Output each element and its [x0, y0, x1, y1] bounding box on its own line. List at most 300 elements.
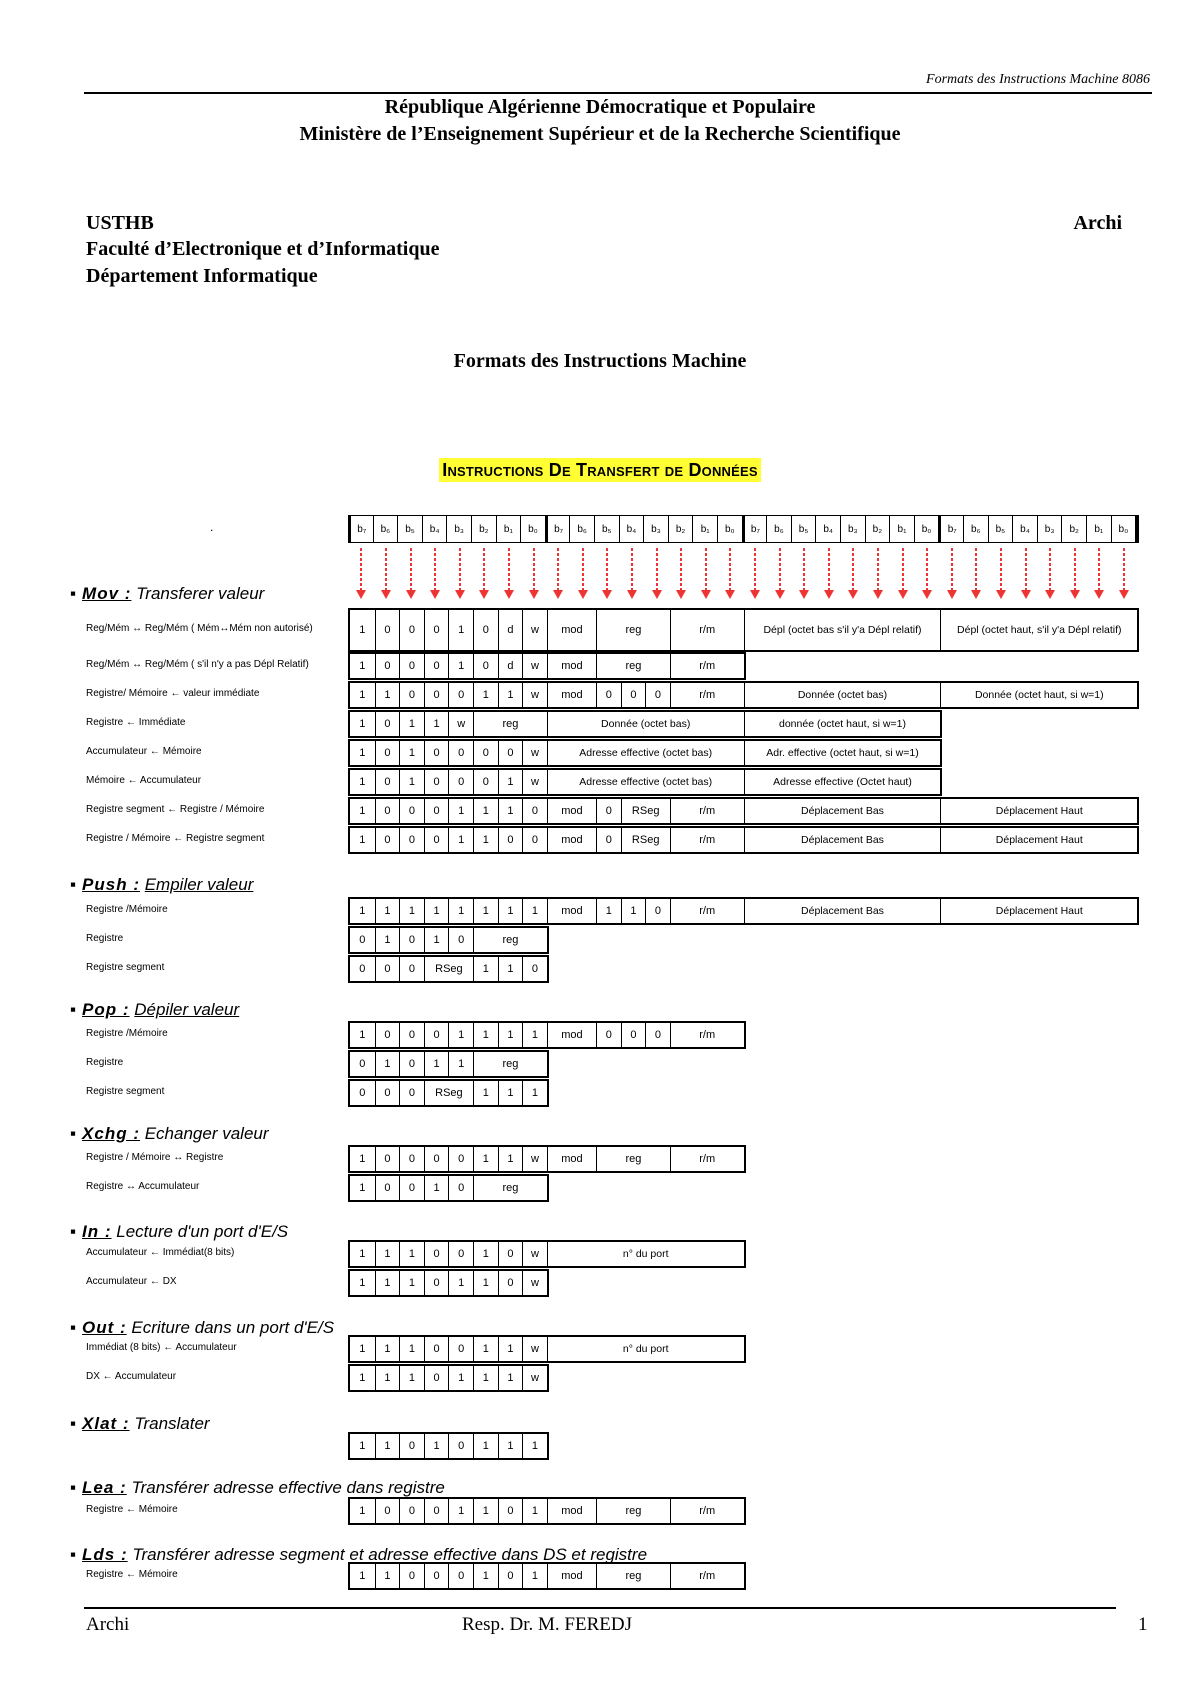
format-field: 0: [375, 799, 400, 823]
bit-header-cell: b₇: [938, 515, 964, 543]
format-field: w: [522, 1242, 547, 1266]
format-field: reg: [473, 928, 547, 952]
format-field: w: [522, 1366, 547, 1390]
format-field: 1: [473, 828, 498, 852]
format-field: 1: [498, 899, 523, 923]
format-field: 0: [399, 683, 424, 707]
format-field: 0: [473, 770, 498, 794]
format-field: 1: [424, 1052, 449, 1076]
format-field: 0: [473, 610, 498, 650]
down-arrow-head: [824, 590, 834, 599]
format-field: r/m: [670, 610, 744, 650]
down-arrow-head: [701, 590, 711, 599]
format-field: 1: [424, 899, 449, 923]
format-field: r/m: [670, 1023, 744, 1047]
format-field: 1: [375, 928, 400, 952]
republic-line: République Algérienne Démocratique et Populaire: [384, 96, 816, 118]
format-field: 0: [645, 683, 670, 707]
format-field: 0: [448, 683, 473, 707]
format-field: Déplacement Bas: [744, 899, 941, 923]
bit-header-cell: b₇: [742, 515, 768, 543]
format-field: reg: [473, 712, 547, 736]
bit-header-cell: b₀: [1111, 515, 1137, 543]
format-field: reg: [596, 654, 670, 678]
instruction-name: In :: [82, 1222, 112, 1241]
format-field: 1: [359, 1342, 366, 1355]
down-arrow-shaft: [1074, 548, 1076, 590]
bullet-icon: ▪: [70, 1545, 77, 1564]
format-field: 0: [424, 1499, 449, 1523]
format-field: reg: [473, 1176, 547, 1200]
format-field: 0: [596, 683, 621, 707]
down-arrow-head: [529, 590, 539, 599]
ministry-line: Ministère de l’Enseignement Supérieur et de la Recherche Scientifique: [299, 123, 901, 145]
bit-header-cell: b₂: [668, 515, 694, 543]
format-field: 1: [359, 904, 366, 917]
row-label: Registre ← Immédiate: [86, 717, 186, 728]
format-field: mod: [547, 1499, 596, 1523]
format-field: 0: [498, 1499, 523, 1523]
instruction-format-row: [348, 897, 1139, 925]
format-field: 0: [522, 957, 547, 981]
down-arrow-shaft: [656, 548, 658, 590]
format-field: 0: [375, 1023, 400, 1047]
format-field: 0: [375, 1147, 400, 1171]
format-field: 0: [424, 654, 449, 678]
format-field: 1: [448, 1052, 473, 1076]
format-field: 1: [375, 1434, 400, 1458]
format-field: 1: [448, 899, 473, 923]
row-label: Reg/Mém ↔ Reg/Mém ( s'il n'y a pas Dépl Relatif): [86, 659, 309, 670]
format-field: w: [522, 654, 547, 678]
format-field: 1: [359, 688, 366, 701]
format-field: 1: [448, 654, 473, 678]
page-number: 1: [1138, 1614, 1148, 1635]
row-label: Registre segment ← Registre / Mémoire: [86, 804, 265, 815]
document-title: Formats des Instructions Machine: [453, 350, 747, 372]
format-field: reg: [596, 1564, 670, 1588]
format-field: mod: [547, 899, 596, 923]
format-field: 0: [498, 741, 523, 765]
instruction-format-row: [348, 1050, 549, 1078]
format-field: 0: [424, 770, 449, 794]
bit-header-cell: b₀: [520, 515, 546, 543]
instruction-format-row: [348, 1497, 746, 1525]
down-arrow-shaft: [582, 548, 584, 590]
format-field: 1: [448, 828, 473, 852]
format-field: Donnée (octet bas): [547, 712, 744, 736]
format-field: 1: [359, 1371, 366, 1384]
format-field: 0: [621, 683, 646, 707]
format-field: Adresse effective (octet bas): [547, 741, 744, 765]
down-arrow-shaft: [902, 548, 904, 590]
format-field: 1: [522, 1564, 547, 1588]
bit-header-cell: b₂: [471, 515, 497, 543]
format-field: Donnée (octet bas): [744, 683, 941, 707]
down-arrow-head: [1094, 590, 1104, 599]
instruction-format-row: [348, 797, 1139, 825]
format-field: 1: [359, 717, 366, 730]
row-label: Registre /Mémoire: [86, 1028, 168, 1039]
university: USTHB: [86, 212, 154, 234]
instruction-desc: Transferer valeur: [136, 584, 265, 603]
bit-header-cell: b₂: [1061, 515, 1087, 543]
section-heading-6: [70, 1318, 334, 1338]
format-field: 0: [424, 828, 449, 852]
format-field: Déplacement Haut: [940, 799, 1137, 823]
down-arrow-head: [1045, 590, 1055, 599]
format-field: w: [522, 1271, 547, 1295]
format-field: r/m: [670, 899, 744, 923]
down-arrow-shaft: [852, 548, 854, 590]
format-field: 1: [399, 1242, 424, 1266]
format-field: 0: [424, 1242, 449, 1266]
format-field: 0: [375, 712, 400, 736]
format-field: 1: [359, 659, 366, 672]
format-field: 1: [375, 1052, 400, 1076]
format-field: r/m: [670, 1499, 744, 1523]
down-arrow-head: [996, 590, 1006, 599]
format-field: mod: [547, 828, 596, 852]
format-field: 1: [375, 1271, 400, 1295]
instruction-format-row: [348, 739, 942, 767]
format-field: mod: [547, 610, 596, 650]
section-heading-8: [70, 1478, 445, 1498]
down-arrow-shaft: [803, 548, 805, 590]
bullet-icon: ▪: [70, 1318, 77, 1337]
down-arrow-shaft: [828, 548, 830, 590]
down-arrow-head: [356, 590, 366, 599]
row-label: Registre segment: [86, 962, 165, 973]
instruction-desc: Dépiler valeur: [134, 1000, 240, 1019]
down-arrow-shaft: [606, 548, 608, 590]
format-field: 0: [498, 1564, 523, 1588]
row-label: Registre ← Mémoire: [86, 1569, 178, 1580]
down-arrow-shaft: [385, 548, 387, 590]
format-field: 0: [399, 1147, 424, 1171]
format-field: 1: [448, 1023, 473, 1047]
format-field: 1: [399, 712, 424, 736]
instruction-format-row: [348, 1432, 549, 1460]
instruction-format-row: [348, 1174, 549, 1202]
instruction-name: Push :: [82, 875, 140, 894]
bit-header-cell: b₃: [840, 515, 866, 543]
down-arrow-shaft: [729, 548, 731, 590]
bit-header-cell: b₅: [397, 515, 423, 543]
format-field: 1: [448, 1271, 473, 1295]
format-field: 1: [375, 899, 400, 923]
down-arrow-shaft: [680, 548, 682, 590]
bit-header-cell: b₆: [766, 515, 792, 543]
format-field: 0: [399, 828, 424, 852]
format-field: 1: [448, 1366, 473, 1390]
row-label: Registre / Mémoire ↔ Registre: [86, 1152, 224, 1163]
format-field: 0: [424, 1271, 449, 1295]
instruction-format-row: [348, 1145, 746, 1173]
format-field: 1: [359, 1152, 366, 1165]
down-arrow-head: [750, 590, 760, 599]
format-field: 1: [498, 1147, 523, 1171]
format-field: 1: [424, 928, 449, 952]
bullet-icon: ▪: [70, 1000, 77, 1019]
format-field: 1: [473, 1499, 498, 1523]
down-arrow-head: [775, 590, 785, 599]
format-field: 1: [399, 1271, 424, 1295]
format-field: 1: [359, 623, 366, 636]
format-field: r/m: [670, 828, 744, 852]
bit-header-cell: b₇: [545, 515, 571, 543]
down-arrow-shaft: [926, 548, 928, 590]
instruction-desc: Empiler valeur: [144, 875, 254, 894]
bit-header-cell: b₅: [594, 515, 620, 543]
down-arrow-head: [725, 590, 735, 599]
down-arrow-shaft: [877, 548, 879, 590]
format-field: 1: [375, 1242, 400, 1266]
format-field: r/m: [670, 1147, 744, 1171]
row-label: Mémoire ← Accumulateur: [86, 775, 202, 786]
down-arrow-head: [553, 590, 563, 599]
format-field: 1: [621, 899, 646, 923]
format-field: 0: [359, 1057, 366, 1070]
format-field: 0: [399, 610, 424, 650]
row-label: Immédiat (8 bits) ← Accumulateur: [86, 1342, 237, 1353]
down-arrow-shaft: [508, 548, 510, 590]
bit-header-cell: b₁: [889, 515, 915, 543]
format-field: reg: [473, 1052, 547, 1076]
bit-header-cell: b₆: [373, 515, 399, 543]
format-field: 1: [473, 799, 498, 823]
format-field: 1: [473, 1081, 498, 1105]
format-field: w: [522, 741, 547, 765]
format-field: 1: [498, 799, 523, 823]
format-field: 0: [375, 828, 400, 852]
format-field: 1: [359, 804, 366, 817]
down-arrow-shaft: [483, 548, 485, 590]
footer-rule: [84, 1607, 1116, 1609]
format-field: 1: [473, 1242, 498, 1266]
instruction-format-row: [348, 652, 746, 680]
format-field: d: [498, 654, 523, 678]
course-name: Archi: [1073, 212, 1122, 234]
format-field: 0: [399, 654, 424, 678]
footer-center: Resp. Dr. M. FEREDJ: [462, 1614, 632, 1635]
format-field: 0: [375, 741, 400, 765]
bit-header-cell: b₀: [914, 515, 940, 543]
instruction-name: Lds :: [82, 1545, 128, 1564]
format-field: mod: [547, 1564, 596, 1588]
format-field: 1: [498, 1081, 523, 1105]
format-field: 0: [399, 1081, 424, 1105]
format-field: 0: [448, 741, 473, 765]
instruction-format-row: [348, 1021, 746, 1049]
instruction-format-row: [348, 608, 1139, 652]
format-field: 1: [473, 957, 498, 981]
down-arrow-head: [455, 590, 465, 599]
format-field: 0: [596, 1023, 621, 1047]
instruction-format-row: [348, 826, 1139, 854]
format-field: 1: [498, 1023, 523, 1047]
section-heading-4: [70, 1124, 269, 1144]
format-field: 0: [424, 1147, 449, 1171]
format-field: 0: [448, 770, 473, 794]
format-field: 1: [498, 957, 523, 981]
format-field: 0: [399, 799, 424, 823]
format-field: 1: [473, 1023, 498, 1047]
format-field: 1: [522, 899, 547, 923]
down-arrow-shaft: [459, 548, 461, 590]
format-field: w: [522, 1337, 547, 1361]
format-field: 1: [473, 683, 498, 707]
format-field: donnée (octet haut, si w=1): [744, 712, 941, 736]
section-heading-5: [70, 1222, 288, 1242]
down-arrow-shaft: [360, 548, 362, 590]
format-field: 1: [359, 1247, 366, 1260]
bullet-icon: ▪: [70, 1124, 77, 1143]
row-label: Registre/ Mémoire ← valeur immédiate: [86, 688, 260, 699]
format-field: 0: [645, 899, 670, 923]
down-arrow-shaft: [1098, 548, 1100, 590]
format-field: 1: [522, 1499, 547, 1523]
format-field: 1: [424, 712, 449, 736]
format-field: 1: [399, 770, 424, 794]
instruction-format-row: [348, 1240, 746, 1268]
format-field: 0: [359, 933, 366, 946]
section-heading: [0, 460, 1200, 481]
format-field: w: [522, 683, 547, 707]
instruction-desc: Transférer adresse effective dans registre: [131, 1478, 445, 1497]
format-field: 1: [359, 1276, 366, 1289]
instruction-desc: Ecriture dans un port d'E/S: [131, 1318, 335, 1337]
instruction-format-row: [348, 926, 549, 954]
format-field: 0: [424, 1366, 449, 1390]
down-arrow-shaft: [1049, 548, 1051, 590]
format-field: 0: [424, 1337, 449, 1361]
format-field: 0: [399, 1434, 424, 1458]
section-heading-7: [70, 1414, 210, 1434]
section-heading-3: [70, 1000, 239, 1020]
row-label: Registre /Mémoire: [86, 904, 168, 915]
format-field: r/m: [670, 799, 744, 823]
down-arrow-shaft: [1025, 548, 1027, 590]
format-field: 1: [375, 1337, 400, 1361]
format-field: 1: [359, 775, 366, 788]
down-arrow-shaft: [410, 548, 412, 590]
format-field: mod: [547, 1023, 596, 1047]
format-field: Déplacement Bas: [744, 799, 941, 823]
down-arrow-shaft: [631, 548, 633, 590]
format-field: 1: [359, 1569, 366, 1582]
format-field: mod: [547, 1147, 596, 1171]
format-field: 0: [424, 610, 449, 650]
row-label: Reg/Mém ↔ Reg/Mém ( Mém↔Mém non autorisé): [86, 623, 313, 634]
bit-header-cell: b₂: [865, 515, 891, 543]
instruction-name: Out :: [82, 1318, 127, 1337]
instruction-format-row: [348, 1364, 549, 1392]
format-field: 0: [473, 741, 498, 765]
format-field: 0: [375, 1081, 400, 1105]
down-arrow-head: [602, 590, 612, 599]
format-field: mod: [547, 654, 596, 678]
format-field: 0: [399, 957, 424, 981]
format-field: 1: [473, 1147, 498, 1171]
bit-header-cell: b₆: [569, 515, 595, 543]
instruction-name: Pop :: [82, 1000, 130, 1019]
instruction-format-row: [348, 710, 942, 738]
down-arrow-head: [1070, 590, 1080, 599]
format-field: 0: [448, 1176, 473, 1200]
format-field: n° du port: [547, 1242, 744, 1266]
down-arrow-shaft: [951, 548, 953, 590]
bullet-icon: ▪: [70, 1414, 77, 1433]
format-field: 1: [359, 1504, 366, 1517]
down-arrow-shaft: [434, 548, 436, 590]
instruction-format-row: [348, 955, 549, 983]
down-arrow-head: [430, 590, 440, 599]
down-arrow-shaft: [1000, 548, 1002, 590]
format-field: 0: [424, 741, 449, 765]
format-field: 1: [375, 683, 400, 707]
bit-header-cell: b₄: [619, 515, 645, 543]
down-arrow-head: [873, 590, 883, 599]
down-arrow-shaft: [754, 548, 756, 590]
instruction-name: Lea :: [82, 1478, 127, 1497]
format-field: 0: [424, 683, 449, 707]
format-field: RSeg: [621, 828, 670, 852]
format-field: 0: [522, 828, 547, 852]
format-field: 0: [448, 1564, 473, 1588]
row-label: Registre: [86, 1057, 124, 1068]
format-field: 1: [359, 746, 366, 759]
format-field: 0: [522, 799, 547, 823]
down-arrow-head: [652, 590, 662, 599]
bit-header-cell: b₇: [348, 515, 374, 543]
format-field: 1: [498, 1434, 523, 1458]
footer-left: Archi: [86, 1614, 130, 1635]
format-field: 1: [522, 1081, 547, 1105]
bit-header-cell: b₁: [1086, 515, 1112, 543]
format-field: reg: [596, 1147, 670, 1171]
format-field: 1: [448, 610, 473, 650]
format-field: reg: [596, 1499, 670, 1523]
bit-header-cell: b₆: [963, 515, 989, 543]
bit-header-cell: b₁: [692, 515, 718, 543]
bullet-icon: ▪: [70, 875, 77, 894]
down-arrow-head: [947, 590, 957, 599]
format-field: w: [522, 1147, 547, 1171]
down-arrow-head: [799, 590, 809, 599]
format-field: w: [522, 770, 547, 794]
instruction-format-row: [348, 1562, 746, 1590]
down-arrow-head: [971, 590, 981, 599]
instruction-format-row: [348, 768, 942, 796]
format-field: Adresse effective (Octet haut): [744, 770, 941, 794]
format-field: 1: [424, 1434, 449, 1458]
format-field: n° du port: [547, 1337, 744, 1361]
format-field: 1: [399, 741, 424, 765]
department: Département Informatique: [86, 265, 318, 287]
row-label: Registre / Mémoire ← Registre segment: [86, 833, 265, 844]
format-field: 1: [448, 799, 473, 823]
format-field: 1: [399, 1366, 424, 1390]
format-field: 0: [473, 654, 498, 678]
down-arrow-head: [381, 590, 391, 599]
format-field: 0: [424, 1564, 449, 1588]
section-heading-1: [70, 584, 264, 604]
instruction-name: Mov :: [82, 584, 132, 603]
format-field: 0: [375, 1176, 400, 1200]
format-field: 1: [498, 1337, 523, 1361]
format-field: 0: [399, 1052, 424, 1076]
